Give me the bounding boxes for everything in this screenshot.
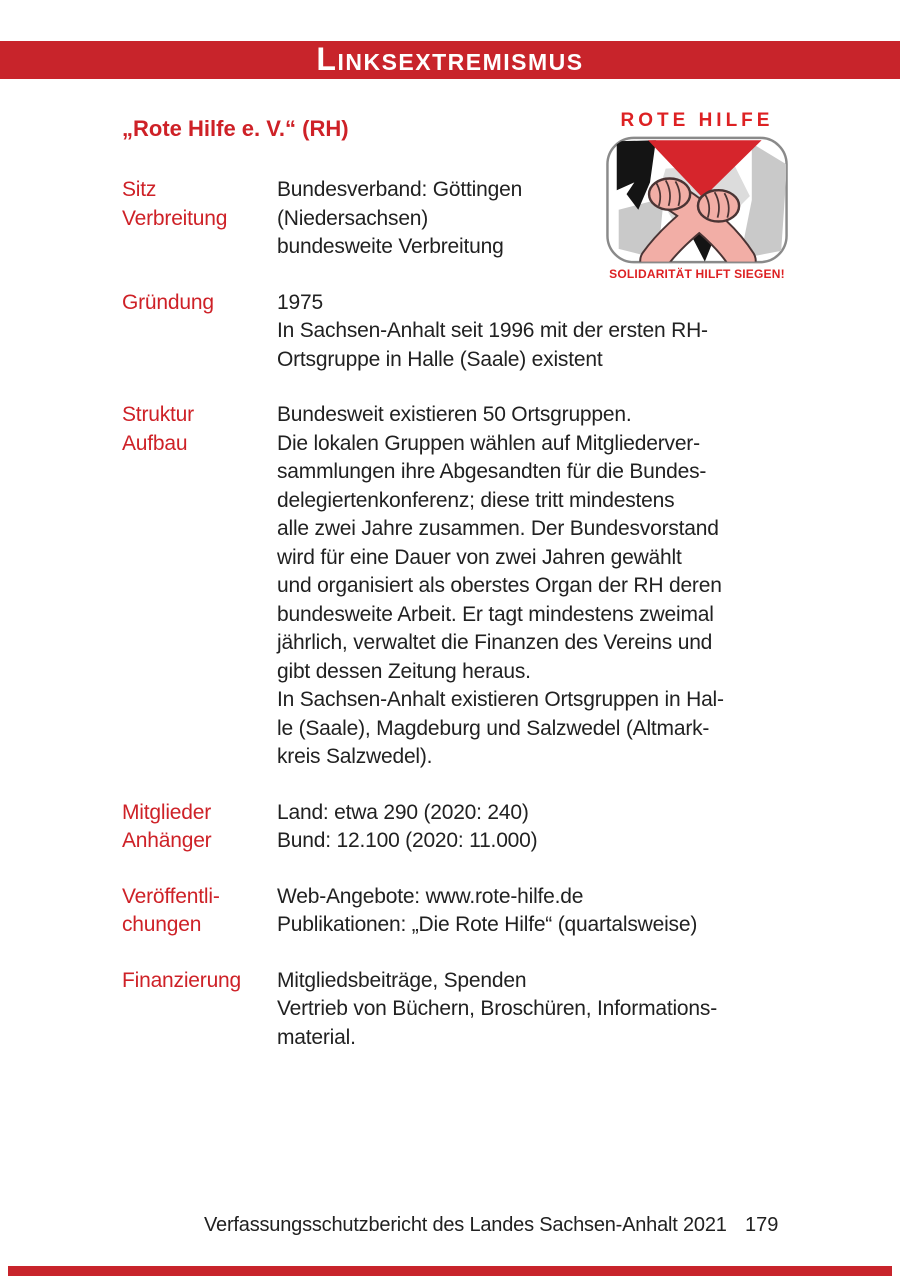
fact-sheet <box>122 176 822 1079</box>
page-footer <box>0 1214 900 1240</box>
content-line: Land: etwa 290 (2020: 240) <box>277 800 529 824</box>
page-number: 179 <box>745 1214 779 1236</box>
row-labels <box>122 401 277 772</box>
label-line: Gründung <box>122 290 214 314</box>
label-line: Veröffentli- <box>122 884 220 908</box>
logo-title-text: ROTE HILFE <box>620 110 774 131</box>
row-content <box>277 289 708 375</box>
footer-report-title: Verfassungsschutzbericht des Landes Sachsen-Anhalt 2021 <box>204 1214 727 1236</box>
row-content <box>277 401 724 772</box>
content-line: und organisiert als oberstes Organ der RH deren <box>277 574 722 597</box>
content-line: Bund: 12.100 (2020: 11.000) <box>277 829 538 852</box>
content-line: wird für eine Dauer von zwei Jahren gewählt <box>277 545 682 569</box>
label-line: chungen <box>122 913 202 936</box>
bottom-decoration-bar <box>8 1266 892 1276</box>
row-content <box>277 883 697 940</box>
row-labels <box>122 967 277 1053</box>
label-line: Aufbau <box>122 431 188 455</box>
label-line: Finanzierung <box>122 968 242 992</box>
content-line: bundesweite Verbreitung <box>277 235 504 258</box>
row-gruendung <box>122 289 822 375</box>
label-line: Struktur <box>122 403 194 426</box>
row-sitz-verbreitung <box>122 176 822 262</box>
row-mitglieder-anhaenger <box>122 799 822 856</box>
content-line: Vertrieb von Büchern, Broschüren, Informations- <box>277 997 717 1020</box>
content-line: Ortsgruppe in Halle (Saale) existent <box>277 347 603 371</box>
content-line: gibt dessen Zeitung heraus. <box>277 659 531 683</box>
content-line: Web-Angebote: www.rote-hilfe.de <box>277 884 584 908</box>
content-line: Publikationen: „Die Rote Hilfe“ (quartalsweise) <box>277 913 698 936</box>
row-content <box>277 176 522 262</box>
content-line: In Sachsen-Anhalt seit 1996 mit der ersten RH- <box>277 319 708 342</box>
label-line: Verbreitung <box>122 206 228 230</box>
label-line: Sitz <box>122 178 157 201</box>
label-line: Mitglieder <box>122 800 212 824</box>
row-content <box>277 799 537 856</box>
content-line: Bundesverband: Göttingen <box>277 178 523 201</box>
content-line: Die lokalen Gruppen wählen auf Mitgliederver- <box>277 431 700 455</box>
content-line: Bundesweit existieren 50 Ortsgruppen. <box>277 403 632 426</box>
row-labels <box>122 176 277 262</box>
content-line: alle zwei Jahre zusammen. Der Bundesvorstand <box>277 517 719 540</box>
content-line: jährlich, verwaltet die Finanzen des Vereins und <box>277 631 713 654</box>
content-line: In Sachsen-Anhalt existieren Ortsgruppen in Hal- <box>277 688 724 711</box>
logo-slogan-text: SOLIDARITÄT HILFT SIEGEN! <box>609 267 785 281</box>
content-line: bundesweite Arbeit. Er tagt mindestens zweimal <box>277 602 714 626</box>
row-finanzierung <box>122 967 822 1053</box>
row-labels <box>122 883 277 940</box>
section-title: LINKSEXTREMISMUS <box>316 40 584 77</box>
row-labels <box>122 799 277 856</box>
content-line: (Niedersachsen) <box>277 206 429 230</box>
content-line: Mitgliedsbeiträge, Spenden <box>277 968 527 992</box>
content-line: kreis Salzwedel). <box>277 745 433 768</box>
row-labels <box>122 289 277 375</box>
label-line: Anhänger <box>122 829 212 852</box>
content-line: sammlungen ihre Abgesandten für die Bundes- <box>277 460 707 483</box>
page-title: „Rote Hilfe e. V.“ (RH) <box>122 116 349 141</box>
content-line: material. <box>277 1025 356 1049</box>
row-content <box>277 967 717 1053</box>
row-struktur-aufbau <box>122 401 822 772</box>
content-line: 1975 <box>277 290 323 314</box>
content-line: le (Saale), Magdeburg und Salzwedel (Altmark- <box>277 716 710 740</box>
section-header-bar <box>0 41 900 79</box>
content-line: delegiertenkonferenz; diese tritt mindestens <box>277 488 675 512</box>
row-veroeffentlichungen <box>122 883 822 940</box>
